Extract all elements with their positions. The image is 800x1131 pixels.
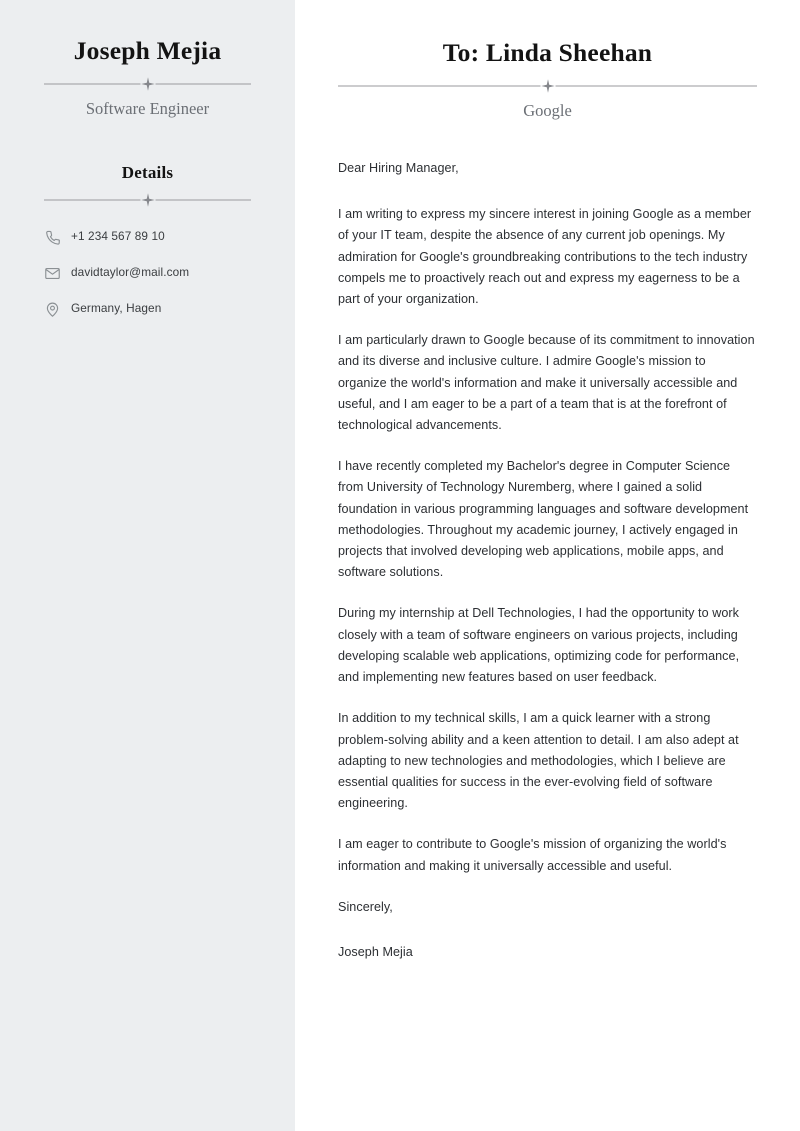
closing-line: Sincerely, — [338, 899, 393, 914]
location-pin-icon — [44, 301, 61, 318]
letter-header — [338, 38, 757, 121]
company-name: Google — [523, 100, 572, 120]
location-text: Germany, Hagen — [71, 301, 162, 316]
letter-paragraph: I am writing to express my sincere interest in joining Google as a member of your IT team, despite the absence of any current job openings. My admiration for Google's groundbreaking contributions to the tech industry compels me to proactively reach out and express my eagerness to be a part of your organization. — [338, 207, 752, 307]
email-address: davidtaylor@mail.com — [71, 265, 190, 280]
name-block — [44, 36, 251, 119]
sparkle-icon — [140, 76, 155, 91]
details-heading: Details — [121, 163, 174, 183]
page-title: Joseph Mejia — [73, 36, 222, 65]
contact-list — [44, 228, 251, 318]
letter-paragraph: I am particularly drawn to Google because of its commitment to innovation and its diverse and inclusive culture. I admire Google's mission to organize the world's information and make it universally accessible and useful, and I am eager to be a part of a team that is at the forefront of technological advancements. — [338, 333, 755, 433]
details-section — [44, 163, 251, 318]
letter-header-divider — [338, 78, 757, 94]
sidebar — [0, 0, 295, 1131]
salutation: Dear Hiring Manager, — [338, 161, 459, 176]
sparkle-icon — [540, 78, 555, 93]
phone-icon — [44, 229, 61, 246]
contact-item-email — [44, 264, 251, 282]
sidebar-name-divider — [44, 76, 251, 92]
letter-paragraph: I have recently completed my Bachelor's degree in Computer Science from University of Technology Nuremberg, where I gained a solid foundation in various programming languages and software development methodologies. Throughout my academic journey, I actively engaged in projects that involved developing web applications, mobile apps, and software solutions. — [338, 459, 749, 580]
letter-body — [338, 158, 757, 963]
job-title: Software Engineer — [85, 98, 210, 118]
recipient-name: To: Linda Sheehan — [442, 38, 653, 67]
sparkle-icon — [140, 193, 155, 208]
contact-item-phone — [44, 228, 251, 246]
contact-item-location — [44, 300, 251, 318]
envelope-icon — [44, 265, 61, 282]
letter-panel — [295, 0, 800, 1131]
letter-paragraph: I am eager to contribute to Google's mission of organizing the world's information and making it universally accessible and useful. — [338, 837, 727, 873]
letter-paragraph: In addition to my technical skills, I am a quick learner with a strong problem-solving ability and a keen attention to detail. I am also adept at adapting to new technologies and methodologies, which I believe are essential qualities for success in the ever-evolving field of software engineering. — [338, 711, 739, 811]
signature-name: Joseph Mejia — [338, 944, 413, 959]
phone-number: +1 234 567 89 10 — [71, 229, 165, 244]
letter-paragraph: During my internship at Dell Technologies, I had the opportunity to work closely with a team of software engineers on various projects, including developing scalable web applications, optimizing code for performance, and implementing new features based on user feedback. — [338, 606, 740, 685]
details-divider — [44, 192, 251, 208]
